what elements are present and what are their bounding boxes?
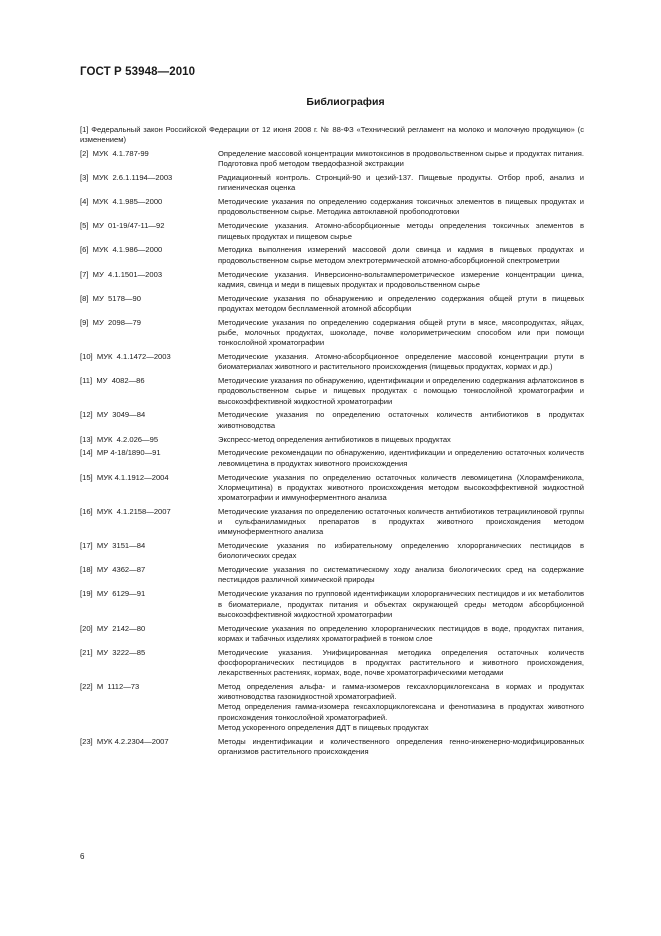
entry-code: [17] МУ 3151—84 [80, 541, 146, 551]
entry-description-paragraph: Методические указания. Атомно-абсорбционные методы определения токсичных элементов в пищевых продуктах и пищевом сырье [218, 221, 584, 241]
bibliography-entry [80, 565, 584, 585]
entry-description [218, 589, 584, 620]
entry-code: [14] МР 4-18/1890—91 [80, 448, 161, 458]
entry-code: [7] МУ 4.1.1501—2003 [80, 269, 163, 279]
entry-description-paragraph: Методика выполнения измерений массовой доли свинца и кадмия в пищевых продуктах и продовольственном сырье методом электротермической атомно-абсорбционной спектрометрии [218, 245, 584, 265]
section-title: Библиография [306, 96, 385, 108]
entry-code: [19] МУ 6129—91 [80, 589, 146, 599]
bibliography-entry [80, 352, 584, 372]
entry-code: [18] МУ 4362—87 [80, 565, 146, 575]
entry-description-paragraph: Определение массовой концентрации микотоксинов в продовольственном сырье и продуктах питания. Подготовка проб методом твердофазной экстракции [218, 149, 584, 169]
bibliography-entry [80, 410, 584, 430]
bibliography-entry [80, 376, 584, 407]
bibliography-entry [80, 245, 584, 265]
entry-description [218, 294, 584, 314]
bibliography-entry [80, 270, 584, 290]
page-number: 6 [80, 852, 85, 861]
entry-description [218, 270, 584, 290]
entry-code: [16] МУК 4.1.2158—2007 [80, 506, 171, 516]
entry-code: [4] МУК 4.1.985—2000 [80, 197, 163, 207]
entry-description [218, 376, 584, 407]
entry-description-paragraph: Метод определения гамма-изомера гексахлорциклогексана и фенотиазина в продуктах животного происхождения тонкослойной хроматографией. [218, 702, 584, 722]
entry-description [218, 173, 584, 193]
entry-code: [10] МУК 4.1.1472—2003 [80, 352, 171, 362]
entry-code: [22] М 1112—73 [80, 681, 140, 691]
entry-code: [9] МУ 2098—79 [80, 317, 141, 327]
entry-description [218, 541, 584, 561]
entry-description [218, 197, 584, 217]
entry-description [218, 149, 584, 169]
entry-code: [2] МУК 4.1.787-99 [80, 149, 149, 159]
bibliography-entry [80, 541, 584, 561]
entry-description-paragraph: Методические указания по определению остаточных количеств левомицетина (Хлорамфеникола, Хлормецитина) в продуктах животного происхождения методом высокоэффективной жидкостной хроматографии и иммуноферментного анализа [218, 472, 584, 502]
entry-description [218, 221, 584, 241]
bibliography-entry [80, 294, 584, 314]
entry-code: [15] МУК 4.1.1912—2004 [80, 472, 169, 482]
entry-description-paragraph: Методические указания по определению остаточных количеств антибиотиков тетрациклиновой группы и сульфаниламидных препаратов в продуктах животного происхождения методом иммуноферментного анализа [218, 506, 584, 537]
entry-code: [21] МУ 3222—85 [80, 647, 146, 657]
entry-code: [12] МУ 3049—84 [80, 410, 146, 420]
bibliography-entry [80, 221, 584, 241]
bibliography-entry [80, 448, 584, 468]
entry-description-paragraph: Методические указания по обнаружению, идентификации и определению содержания афлатоксинов в продовольственном сырье и пищевых продуктах с помощью тонкослойной хроматографии и высокоэффективной жидкостной хроматографии [218, 376, 584, 406]
entry-code: [20] МУ 2142—80 [80, 623, 146, 633]
entry-code: [6] МУК 4.1.986—2000 [80, 245, 163, 255]
entry-description-paragraph: Методические указания по определению хлорорганических пестицидов в воде, продуктах питания, кормах и табачных изделиях хроматографией в тонком слое [218, 623, 584, 643]
bibliography-entry [80, 624, 584, 644]
entry-description-paragraph: Методические указания. Инверсионно-вольтамперометрическое измерение концентрации цинка, кадмия, свинца и меди в пищевых продуктах и продовольственном сырье [218, 269, 584, 289]
entry-description [218, 410, 584, 430]
entry-code: [5] МУ 01-19/47-11—92 [80, 221, 165, 231]
entry-description-paragraph: Методические указания по определению содержания токсичных элементов в пищевых продуктах и продовольственном сырье. Методика автоклавной пробоподготовки [218, 197, 584, 217]
bibliography-entry [80, 589, 584, 620]
entry-description [218, 565, 584, 585]
entry-description-paragraph: Методические указания по избирательному определению хлорорганических пестицидов в биологических средах [218, 541, 584, 561]
entry-description [218, 682, 584, 733]
bibliography-entry [80, 648, 584, 679]
entry-description-paragraph: Методические указания. Унифицированная методика определения остаточных количеств фосфорорганических пестицидов в продуктах растительного и животного происхождения, лекарственных растениях, кормах, воде, почве хроматографическими методами [218, 647, 584, 678]
entry-description-paragraph: Метод ускоренного определения ДДТ в пищевых продуктах [218, 722, 429, 732]
bibliography-entry [80, 682, 584, 733]
bibliography-entry [80, 197, 584, 217]
entry-description [218, 624, 584, 644]
entry-description [218, 473, 584, 504]
bibliography-entry [80, 318, 584, 349]
bibliography-list [80, 125, 584, 761]
entry-description [218, 648, 584, 679]
entry-description [218, 352, 584, 372]
entry-description-paragraph: Методические указания по групповой идентификации хлорорганических пестицидов и их метаболитов в биоматериале, продуктах питания и объектах окружающей среды методом абсорбционной высокоэффективной жидкостной хроматографии [218, 589, 584, 619]
entry-description [218, 507, 584, 538]
entry-description-paragraph: Методические указания по систематическому ходу анализа биологических сред на содержание пестицидов различной химической природы [218, 565, 584, 585]
entry-description-paragraph: Методы индентификации и количественного определения генно-инженерно-модифицированных организмов растительного происхождения [218, 736, 584, 756]
entry-code: [11] МУ 4082—86 [80, 376, 145, 386]
bibliography-entry: [1] Федеральный закон Российской Федерации от 12 июня 2008 г. № 88-ФЗ «Технический регламент на молоко и молочную продукцию» (с изменением) [80, 125, 584, 145]
entry-description-paragraph: Экспресс-метод определения антибиотиков в пищевых продуктах [218, 434, 451, 444]
bibliography-entry [80, 149, 584, 169]
entry-description [218, 435, 584, 445]
entry-code: [3] МУК 2.6.1.1194—2003 [80, 173, 173, 183]
entry-description [218, 448, 584, 468]
entry-code: [8] МУ 5178—90 [80, 293, 141, 303]
entry-description-paragraph: Радиационный контроль. Стронций-90 и цезий-137. Пищевые продукты. Отбор проб, анализ и гигиеническая оценка [218, 173, 584, 193]
document-header: ГОСТ Р 53948—2010 [80, 66, 196, 78]
entry-description-paragraph: Методические указания по обнаружению и определению содержания общей ртути в пищевых продуктах методом беспламенной атомной абсорбции [218, 293, 584, 313]
entry-description-paragraph: Методические рекомендации по обнаружению, идентификации и определению остаточных количеств левомицетина в продуктах животного происхождения [218, 448, 584, 468]
entry-description-paragraph: Методические указания по определению остаточных количеств антибиотиков в продуктах животноводства [218, 410, 584, 430]
entry-description [218, 318, 584, 349]
bibliography-entry [80, 473, 584, 504]
entry-description-paragraph: Метод определения альфа- и гамма-изомеров гексахлорциклогексана в кормах и продуктах животноводства газожидкостной хроматографией. [218, 681, 584, 702]
entry-description-paragraph: Методические указания по определению содержания общей ртути в мясе, мясопродуктах, яйцах, рыбе, молочных продуктах, шоколаде, почве колориметрическим способом или при помощи тонкослойной хроматографии [218, 317, 584, 348]
bibliography-entry [80, 737, 584, 757]
entry-description [218, 737, 584, 757]
entry-code: [13] МУК 4.2.026—95 [80, 434, 159, 444]
bibliography-entry [80, 173, 584, 193]
bibliography-entry [80, 507, 584, 538]
entry-description-paragraph: Методические указания. Атомно-абсорбционное определение массовой концентрации ртути в биоматериалах животного и растительного происхождения (пищевых продуктах, кормах и др.) [218, 352, 584, 372]
entry-description [218, 245, 584, 265]
bibliography-entry [80, 435, 584, 445]
entry-code: [23] МУК 4.2.2304—2007 [80, 736, 169, 746]
